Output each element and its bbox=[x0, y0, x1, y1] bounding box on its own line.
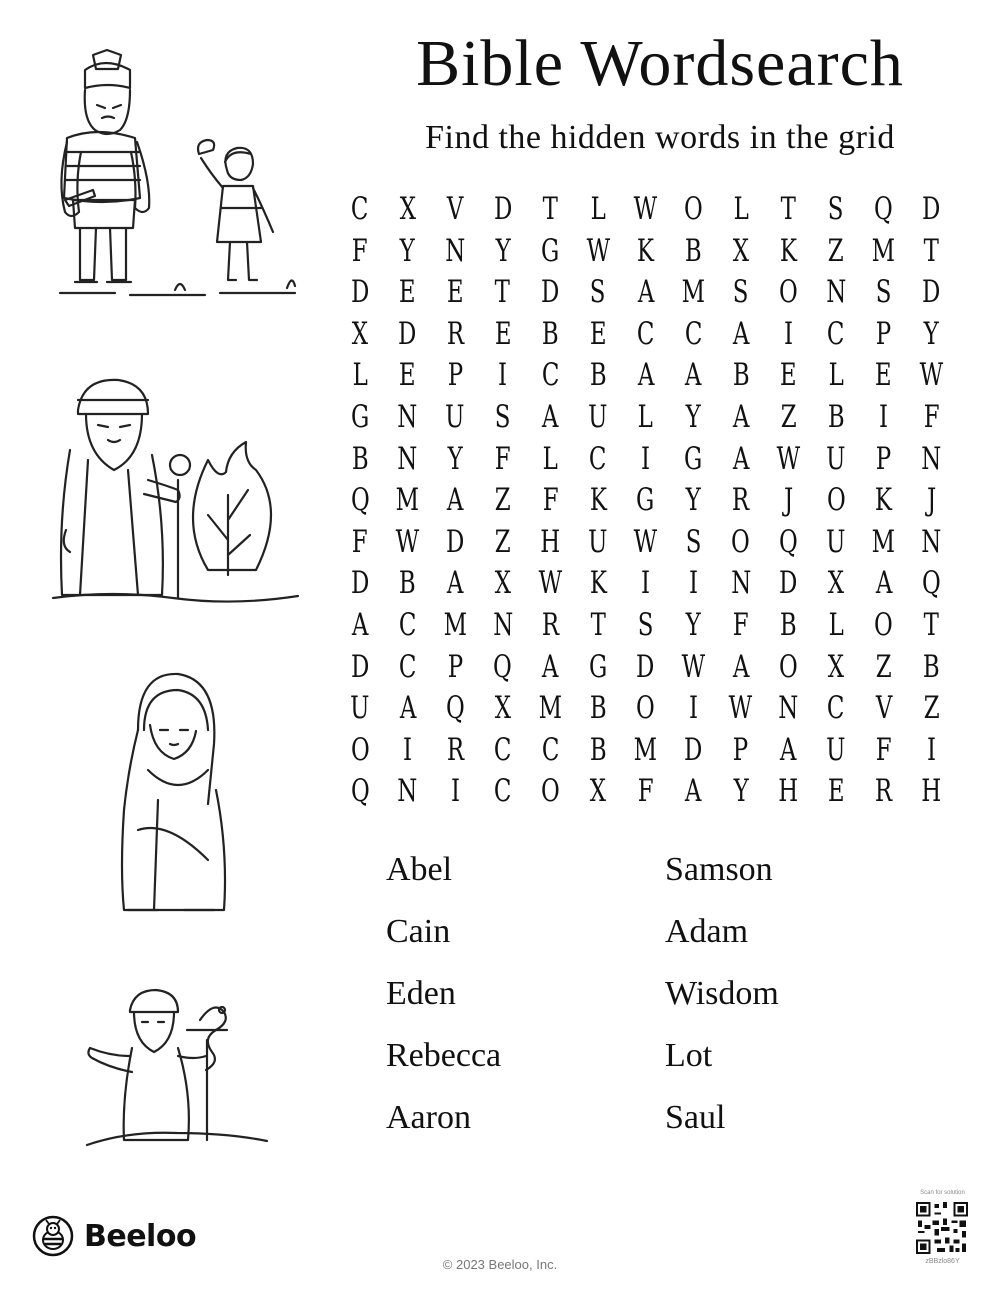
grid-letter[interactable]: O bbox=[779, 648, 798, 685]
grid-letter[interactable]: N bbox=[397, 399, 418, 435]
grid-letter[interactable]: X bbox=[589, 773, 607, 810]
grid-letter[interactable]: C bbox=[684, 315, 702, 352]
grid-letter[interactable]: K bbox=[779, 232, 797, 269]
grid-letter[interactable]: K bbox=[589, 482, 607, 519]
grid-letter[interactable]: S bbox=[828, 191, 844, 227]
grid-letter[interactable]: D bbox=[779, 565, 798, 602]
grid-letter[interactable]: Y bbox=[400, 232, 416, 269]
grid-letter[interactable]: C bbox=[494, 773, 512, 810]
grid-letter[interactable]: B bbox=[351, 440, 369, 477]
grid-letter[interactable]: P bbox=[875, 440, 892, 477]
grid-letter[interactable]: L bbox=[828, 357, 844, 394]
qr-caption: Scan for solution bbox=[920, 1190, 965, 1196]
grid-letter[interactable]: Y bbox=[685, 482, 701, 519]
grid-letter[interactable]: N bbox=[397, 773, 418, 810]
grid-letter[interactable]: M bbox=[443, 607, 467, 643]
grid-letter[interactable]: T bbox=[542, 191, 559, 227]
grid-letter[interactable]: I bbox=[641, 440, 651, 477]
grid-letter[interactable]: Q bbox=[779, 523, 798, 560]
grid-letter[interactable]: J bbox=[783, 482, 793, 519]
grid-letter[interactable]: P bbox=[875, 315, 892, 352]
grid-letter[interactable]: N bbox=[492, 607, 513, 643]
grid-letter[interactable]: M bbox=[395, 482, 420, 519]
grid-letter[interactable]: B bbox=[732, 357, 750, 394]
grid-letter[interactable]: S bbox=[875, 274, 892, 311]
grid-letter[interactable]: P bbox=[447, 357, 463, 394]
grid-letter[interactable]: C bbox=[351, 191, 369, 227]
word-list-item: Lot bbox=[665, 1037, 713, 1074]
grid-letter[interactable]: C bbox=[541, 357, 560, 394]
grid-letter[interactable]: N bbox=[778, 690, 799, 727]
grid-letter[interactable]: W bbox=[633, 191, 658, 227]
grid-letter[interactable]: I bbox=[879, 399, 889, 435]
grid-letter[interactable]: Z bbox=[875, 648, 892, 685]
grid-letter[interactable]: C bbox=[541, 731, 560, 768]
grid-letter[interactable]: V bbox=[875, 690, 892, 727]
grid-letter[interactable]: M bbox=[871, 232, 896, 269]
grid-letter[interactable]: A bbox=[732, 648, 750, 685]
grid-letter[interactable]: W bbox=[633, 523, 658, 560]
grid-letter[interactable]: I bbox=[450, 773, 460, 810]
grid-letter[interactable]: Q bbox=[350, 482, 370, 519]
grid-letter[interactable]: A bbox=[446, 482, 464, 519]
grid-letter[interactable]: D bbox=[541, 274, 560, 311]
word-list-item: Wisdom bbox=[665, 975, 779, 1012]
grid-letter[interactable]: O bbox=[874, 607, 893, 643]
grid-letter[interactable]: A bbox=[351, 607, 369, 643]
grid-letter[interactable]: R bbox=[874, 773, 893, 810]
grid-letter[interactable]: T bbox=[590, 607, 606, 643]
grid-letter[interactable]: G bbox=[588, 648, 608, 685]
grid-letter[interactable]: Y bbox=[685, 399, 701, 435]
grid-letter[interactable]: E bbox=[589, 315, 607, 352]
copyright-text: © 2023 Beeloo, Inc. bbox=[442, 1257, 558, 1272]
grid-letter[interactable]: A bbox=[637, 274, 654, 311]
grid-letter[interactable]: E bbox=[827, 773, 845, 810]
grid-letter[interactable]: L bbox=[828, 607, 844, 643]
grid-letter[interactable]: E bbox=[494, 315, 512, 352]
grid-letter[interactable]: H bbox=[540, 523, 561, 560]
grid-letter[interactable]: E bbox=[780, 357, 797, 394]
grid-letter[interactable]: T bbox=[780, 191, 797, 227]
grid-letter[interactable]: Z bbox=[923, 690, 940, 727]
grid-letter[interactable]: Y bbox=[495, 232, 511, 269]
grid-letter[interactable]: R bbox=[446, 315, 464, 352]
grid-letter[interactable]: Y bbox=[923, 315, 939, 352]
grid-letter[interactable]: A bbox=[684, 357, 702, 394]
grid-letter[interactable]: T bbox=[923, 232, 939, 269]
grid-letter[interactable]: A bbox=[542, 648, 559, 685]
grid-letter[interactable]: D bbox=[922, 191, 941, 227]
grid-letter[interactable]: I bbox=[926, 731, 936, 768]
brand-name: Beeloo bbox=[84, 1218, 197, 1254]
grid-letter[interactable]: C bbox=[827, 315, 845, 352]
grid-letter[interactable]: X bbox=[827, 565, 845, 602]
grid-letter[interactable]: U bbox=[826, 731, 846, 768]
grid-letter[interactable]: W bbox=[776, 440, 801, 477]
word-list-item: Adam bbox=[665, 913, 749, 950]
grid-letter[interactable]: X bbox=[827, 648, 845, 685]
grid-letter[interactable]: D bbox=[922, 274, 941, 311]
grid-letter[interactable]: A bbox=[732, 440, 750, 477]
grid-letter[interactable]: E bbox=[875, 357, 892, 394]
grid-letter[interactable]: U bbox=[826, 440, 846, 477]
grid-letter[interactable]: D bbox=[446, 523, 465, 560]
grid-letter[interactable]: F bbox=[875, 731, 892, 768]
grid-letter[interactable]: Z bbox=[494, 482, 511, 519]
grid-letter[interactable]: A bbox=[684, 773, 702, 810]
grid-letter[interactable]: I bbox=[641, 565, 651, 602]
word-list-item: Rebecca bbox=[386, 1037, 502, 1074]
grid-letter[interactable]: C bbox=[398, 648, 417, 685]
word-list-item: Cain bbox=[386, 913, 451, 950]
grid-letter[interactable]: O bbox=[541, 773, 560, 810]
grid-letter[interactable]: E bbox=[446, 274, 464, 311]
grid-letter[interactable]: S bbox=[732, 274, 749, 311]
grid-letter[interactable]: X bbox=[494, 690, 511, 727]
grid-letter[interactable]: Q bbox=[874, 191, 893, 227]
grid-letter[interactable]: A bbox=[542, 399, 559, 435]
grid-letter[interactable]: F bbox=[352, 232, 368, 269]
grid-letter[interactable]: Q bbox=[350, 773, 370, 810]
word-list-item: Saul bbox=[665, 1099, 726, 1136]
word-list-item: Samson bbox=[665, 851, 773, 888]
grid-letter[interactable]: F bbox=[542, 482, 559, 519]
moses-burning-bush-illustration bbox=[48, 370, 303, 605]
brand-logo[interactable] bbox=[32, 1214, 196, 1258]
grid-letter[interactable]: N bbox=[921, 523, 942, 560]
grid-letter[interactable]: D bbox=[350, 565, 370, 602]
grid-letter[interactable]: A bbox=[446, 565, 464, 602]
grid-letter[interactable]: B bbox=[399, 565, 416, 602]
grid-letter[interactable]: U bbox=[588, 399, 608, 435]
grid-letter[interactable]: Z bbox=[828, 232, 844, 269]
grid-letter[interactable]: S bbox=[494, 399, 511, 435]
grid-letter[interactable]: M bbox=[871, 523, 896, 560]
grid-letter[interactable]: N bbox=[921, 440, 942, 477]
grid-letter[interactable]: K bbox=[875, 482, 893, 519]
qr-code-icon[interactable] bbox=[916, 1202, 968, 1254]
grid-letter[interactable]: B bbox=[589, 357, 607, 394]
grid-letter[interactable]: W bbox=[586, 232, 610, 269]
grid-letter[interactable]: U bbox=[826, 523, 846, 560]
grid-letter[interactable]: X bbox=[494, 565, 511, 602]
grid-letter[interactable]: D bbox=[398, 315, 417, 352]
grid-letter[interactable]: Y bbox=[447, 440, 463, 477]
grid-letter[interactable]: X bbox=[351, 315, 369, 352]
grid-letter[interactable]: F bbox=[637, 773, 654, 810]
grid-letter[interactable]: A bbox=[732, 315, 750, 352]
grid-letter[interactable]: W bbox=[681, 648, 705, 685]
grid-letter[interactable]: T bbox=[923, 607, 939, 643]
grid-letter[interactable]: P bbox=[733, 731, 749, 768]
grid-letter[interactable]: S bbox=[637, 607, 654, 643]
grid-letter[interactable]: M bbox=[681, 274, 705, 311]
page-subtitle: Find the hidden words in the grid bbox=[425, 119, 895, 156]
word-list-item: Eden bbox=[386, 975, 456, 1012]
grid-letter[interactable]: E bbox=[399, 357, 416, 394]
grid-letter[interactable]: C bbox=[494, 731, 512, 768]
grid-letter[interactable]: U bbox=[445, 399, 465, 435]
goliath-and-david-illustration bbox=[55, 50, 300, 300]
grid-letter[interactable]: O bbox=[683, 191, 703, 227]
moses-bronze-serpent-illustration bbox=[82, 980, 272, 1155]
grid-letter[interactable]: B bbox=[827, 399, 845, 435]
grid-letter[interactable]: F bbox=[732, 607, 749, 643]
grid-letter[interactable]: D bbox=[636, 648, 655, 685]
grid-letter[interactable]: S bbox=[685, 523, 702, 560]
grid-letter[interactable]: A bbox=[637, 357, 654, 394]
grid-letter[interactable]: M bbox=[633, 731, 658, 768]
bee-icon bbox=[32, 1215, 74, 1257]
grid-letter[interactable]: B bbox=[541, 315, 559, 352]
grid-letter[interactable]: I bbox=[688, 565, 698, 602]
grid-letter[interactable]: X bbox=[399, 191, 416, 227]
grid-letter[interactable]: O bbox=[636, 690, 655, 727]
grid-letter[interactable]: Q bbox=[921, 565, 941, 602]
grid-letter[interactable]: D bbox=[350, 648, 370, 685]
grid-letter[interactable]: X bbox=[732, 232, 749, 269]
grid-letter[interactable]: B bbox=[922, 648, 940, 685]
grid-letter[interactable]: B bbox=[589, 731, 607, 768]
grid-letter[interactable]: N bbox=[397, 440, 418, 477]
grid-letter[interactable]: G bbox=[684, 440, 703, 477]
grid-letter[interactable]: L bbox=[590, 191, 606, 227]
grid-letter[interactable]: I bbox=[498, 357, 508, 394]
grid-letter[interactable]: J bbox=[926, 482, 936, 519]
grid-letter[interactable]: R bbox=[541, 607, 560, 643]
grid-letter[interactable]: B bbox=[589, 690, 607, 727]
word-list-item: Aaron bbox=[386, 1099, 471, 1136]
grid-letter[interactable]: A bbox=[732, 399, 750, 435]
grid-letter[interactable]: G bbox=[350, 399, 370, 435]
grid-letter[interactable]: L bbox=[637, 399, 654, 435]
grid-letter[interactable]: F bbox=[494, 440, 511, 477]
grid-letter[interactable]: N bbox=[825, 274, 847, 311]
grid-letter[interactable]: G bbox=[541, 232, 560, 269]
grid-letter[interactable]: L bbox=[733, 191, 749, 227]
grid-letter[interactable]: I bbox=[783, 315, 793, 352]
page-title: Bible Wordsearch bbox=[416, 27, 904, 100]
grid-letter[interactable]: G bbox=[636, 482, 655, 519]
grid-letter[interactable]: Y bbox=[685, 607, 701, 643]
grid-letter[interactable]: E bbox=[399, 274, 416, 311]
grid-letter[interactable]: Q bbox=[445, 690, 465, 727]
grid-letter[interactable]: C bbox=[636, 315, 655, 352]
grid-letter[interactable]: N bbox=[730, 565, 751, 602]
grid-letter[interactable]: D bbox=[350, 274, 370, 311]
grid-letter[interactable]: U bbox=[350, 690, 370, 727]
grid-letter[interactable]: P bbox=[447, 648, 463, 685]
grid-letter[interactable]: O bbox=[826, 482, 846, 519]
grid-letter[interactable]: L bbox=[542, 440, 558, 477]
grid-letter[interactable]: U bbox=[588, 523, 608, 560]
grid-letter[interactable]: V bbox=[446, 191, 464, 227]
grid-letter[interactable]: A bbox=[780, 731, 797, 768]
qr-code-label: zBBzlo86Y bbox=[925, 1258, 960, 1265]
grid-letter[interactable]: M bbox=[538, 690, 563, 727]
grid-letter[interactable]: O bbox=[779, 274, 798, 311]
grid-letter[interactable]: I bbox=[688, 690, 698, 727]
grid-letter[interactable]: W bbox=[729, 690, 753, 727]
grid-letter[interactable]: Z bbox=[780, 399, 797, 435]
grid-letter[interactable]: C bbox=[827, 690, 845, 727]
letter-grid[interactable] bbox=[340, 190, 960, 815]
grid-letter[interactable]: S bbox=[590, 274, 606, 311]
grid-letter[interactable]: I bbox=[403, 731, 413, 768]
grid-letter[interactable]: W bbox=[538, 565, 563, 602]
grid-letter[interactable]: H bbox=[778, 773, 799, 810]
grid-letter[interactable]: O bbox=[350, 731, 370, 768]
grid-letter[interactable]: F bbox=[923, 399, 940, 435]
grid-letter[interactable]: A bbox=[399, 690, 416, 727]
grid-letter[interactable]: W bbox=[395, 523, 420, 560]
grid-letter[interactable]: C bbox=[398, 607, 417, 643]
grid-letter[interactable]: L bbox=[352, 357, 368, 394]
grid-letter[interactable]: H bbox=[921, 773, 942, 810]
grid-letter[interactable]: Q bbox=[493, 648, 513, 685]
grid-letter[interactable]: O bbox=[731, 523, 751, 560]
grid-letter[interactable]: D bbox=[684, 731, 703, 768]
grid-letter[interactable]: R bbox=[732, 482, 750, 519]
grid-letter[interactable]: T bbox=[495, 274, 511, 311]
grid-letter[interactable]: F bbox=[352, 523, 368, 560]
grid-letter[interactable]: Y bbox=[733, 773, 749, 810]
grid-letter[interactable]: R bbox=[446, 731, 464, 768]
grid-letter[interactable]: A bbox=[875, 565, 892, 602]
grid-letter[interactable]: B bbox=[684, 232, 702, 269]
grid-letter[interactable]: W bbox=[919, 357, 943, 394]
word-list-item: Abel bbox=[386, 851, 453, 888]
grid-letter[interactable]: K bbox=[589, 565, 607, 602]
woman-in-robe-illustration bbox=[118, 670, 228, 920]
grid-letter[interactable]: K bbox=[637, 232, 655, 269]
grid-letter[interactable]: C bbox=[589, 440, 607, 477]
grid-letter[interactable]: D bbox=[493, 191, 512, 227]
grid-letter[interactable]: N bbox=[445, 232, 466, 269]
grid-letter[interactable]: Z bbox=[494, 523, 511, 560]
grid-letter[interactable]: B bbox=[779, 607, 797, 643]
